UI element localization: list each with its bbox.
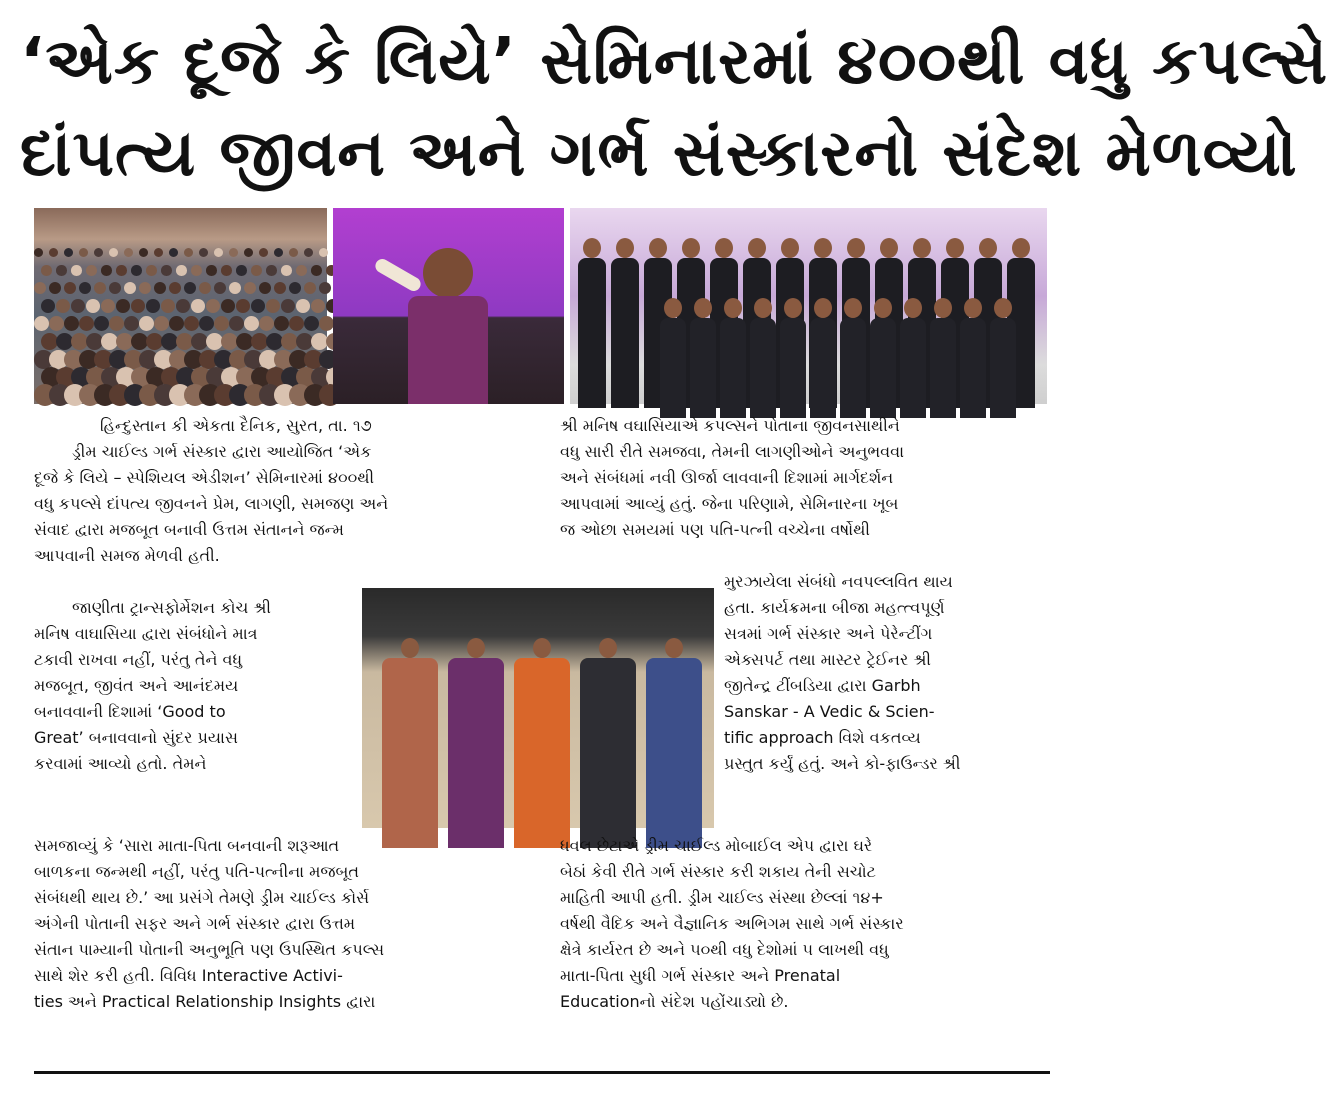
right-column-line: શ્રી મનિષ વઘાસિયાએ કપલ્સને પોતાના જીવનસાથીને bbox=[560, 416, 900, 435]
team-member-front-body bbox=[720, 318, 746, 418]
audience-member bbox=[199, 316, 214, 331]
audience-member bbox=[274, 282, 286, 294]
audience-member bbox=[289, 282, 301, 294]
audience-member bbox=[214, 316, 229, 331]
right-column-line: અને સંબંધમાં નવી ઊર્જા લાવવાની દિશામાં માર્ગદર્શન bbox=[560, 468, 894, 487]
audience-member bbox=[319, 282, 331, 294]
audience-member bbox=[34, 316, 49, 331]
team-member-front-body bbox=[900, 318, 926, 418]
team-member-front-head bbox=[694, 298, 712, 318]
leader-head bbox=[665, 638, 683, 658]
team-member-front-body bbox=[870, 318, 896, 418]
audience-member bbox=[116, 265, 127, 276]
team-member-front-head bbox=[994, 298, 1012, 318]
audience-member bbox=[259, 248, 268, 257]
right-column-line: હતા. કાર્યક્રમના બીજા મહત્ત્વપૂર્ણ bbox=[724, 598, 945, 617]
audience-member bbox=[251, 265, 262, 276]
team-member-back-head bbox=[814, 238, 832, 258]
audience-member bbox=[101, 299, 115, 313]
audience-member bbox=[79, 282, 91, 294]
audience-member bbox=[94, 248, 103, 257]
leader-body bbox=[382, 658, 438, 848]
speaker-photo bbox=[333, 208, 564, 404]
right-column-line: વધુ સારી રીતે સમજવા, તેમની લાગણીઓને અનુભવવા bbox=[560, 442, 904, 461]
audience-member bbox=[259, 282, 271, 294]
left-column-line: જાણીતા ટ્રાન્સફોર્મેશન કોચ શ્રી bbox=[72, 598, 271, 617]
audience-member bbox=[199, 248, 208, 257]
audience-member bbox=[64, 282, 76, 294]
audience-member bbox=[236, 299, 250, 313]
audience-member bbox=[71, 299, 85, 313]
team-member-front-head bbox=[874, 298, 892, 318]
team-member-front-body bbox=[840, 318, 866, 418]
team-member-back-head bbox=[616, 238, 634, 258]
audience-member bbox=[281, 299, 295, 313]
left-column-line: બનાવવાની દિશામાં ‘Good to bbox=[34, 702, 226, 721]
leader-body bbox=[646, 658, 702, 848]
team-member-back-head bbox=[781, 238, 799, 258]
leader-body bbox=[448, 658, 504, 848]
left-column-line: કરવામાં આવ્યો હતો. તેમને bbox=[34, 754, 207, 773]
audience-member bbox=[266, 265, 277, 276]
audience-member bbox=[71, 265, 82, 276]
right-column-line: આપવામાં આવ્યું હતું. જેના પરિણામે, સેમિનારના ખૂબ bbox=[560, 494, 899, 513]
left-column-line: ટકાવી રાખવા નહીં, પરંતુ તેને વધુ bbox=[34, 650, 243, 669]
audience-member bbox=[41, 265, 52, 276]
leader-head bbox=[467, 638, 485, 658]
audience-member bbox=[244, 316, 259, 331]
audience-member bbox=[184, 248, 193, 257]
audience-member bbox=[109, 316, 124, 331]
audience-member bbox=[304, 282, 316, 294]
audience-member bbox=[94, 282, 106, 294]
audience-member bbox=[296, 299, 310, 313]
leaders-group-photo bbox=[362, 588, 714, 828]
audience-member bbox=[221, 265, 232, 276]
team-member-back-head bbox=[682, 238, 700, 258]
audience-member bbox=[124, 316, 139, 331]
team-member-back-head bbox=[649, 238, 667, 258]
team-member-front-body bbox=[930, 318, 956, 418]
audience-member bbox=[311, 265, 322, 276]
headline-line-2: દાંપત્ય જીવન અને ગર્ભ સંસ્કારનો સંદેશ મેળવ્યો bbox=[20, 117, 1298, 191]
team-member-front-body bbox=[660, 318, 686, 418]
leader-head bbox=[401, 638, 419, 658]
audience-member bbox=[229, 316, 244, 331]
audience-member bbox=[304, 248, 313, 257]
audience-member bbox=[319, 248, 328, 257]
audience-member bbox=[56, 265, 67, 276]
left-column-line: મજબૂત, જીવંત અને આનંદમય bbox=[34, 676, 239, 695]
leader-head bbox=[533, 638, 551, 658]
left-column-line: મનિષ વાઘાસિયા દ્વારા સંબંધોને માત્ર bbox=[34, 624, 258, 643]
audience-member bbox=[139, 316, 154, 331]
left-column-line: સંબંધથી થાય છે.’ આ પ્રસંગે તેમણે ડ્રીમ ચાઈલ્ડ કોર્સ bbox=[34, 888, 370, 907]
team-member-back-head bbox=[946, 238, 964, 258]
audience-member bbox=[79, 248, 88, 257]
left-column-line: હિન્દુસ્તાન કી એકતા દૈનિક, સુરત, તા. ૧૭ bbox=[100, 416, 372, 435]
audience-member bbox=[229, 248, 238, 257]
left-column-line: બાળકના જન્મથી નહીં, પરંતુ પતિ-પત્નીના મજબૂત bbox=[34, 862, 360, 881]
audience-member bbox=[274, 248, 283, 257]
audience-member bbox=[124, 248, 133, 257]
left-column-line: આપવાની સમજ મેળવી હતી. bbox=[34, 546, 220, 565]
team-member-front-head bbox=[964, 298, 982, 318]
audience-member bbox=[289, 248, 298, 257]
leader-body bbox=[514, 658, 570, 848]
right-column-line: એક્સપર્ટ તથા માસ્ટર ટ્રેઈનર શ્રી bbox=[724, 650, 931, 669]
audience-member bbox=[184, 316, 199, 331]
team-member-front-head bbox=[724, 298, 742, 318]
audience-member bbox=[169, 316, 184, 331]
audience-member bbox=[49, 316, 64, 331]
audience-member bbox=[266, 299, 280, 313]
team-member-front-body bbox=[960, 318, 986, 418]
audience-member bbox=[146, 299, 160, 313]
audience-member bbox=[289, 316, 304, 331]
team-member-front-head bbox=[814, 298, 832, 318]
right-column-line: વર્ષથી વૈદિક અને વૈજ્ઞાનિક અભિગમ સાથે ગર્ભ સંસ્કાર bbox=[560, 914, 904, 933]
right-column-line: Sanskar - A Vedic & Scien- bbox=[724, 702, 935, 721]
team-member-back-head bbox=[1012, 238, 1030, 258]
audience-member bbox=[79, 316, 94, 331]
audience-member bbox=[221, 299, 235, 313]
audience-member bbox=[274, 316, 289, 331]
audience-member bbox=[154, 316, 169, 331]
audience-member bbox=[64, 248, 73, 257]
right-column-line: સત્રમાં ગર્ભ સંસ્કાર અને પેરેન્ટીંગ bbox=[724, 624, 933, 643]
team-member-front-head bbox=[664, 298, 682, 318]
audience-member bbox=[34, 282, 46, 294]
team-group-photo bbox=[570, 208, 1047, 404]
audience-member bbox=[244, 282, 256, 294]
audience-member bbox=[124, 282, 136, 294]
audience-member bbox=[86, 299, 100, 313]
bottom-rule bbox=[34, 1071, 1050, 1074]
team-member-back-head bbox=[748, 238, 766, 258]
audience-member bbox=[49, 248, 58, 257]
audience-member bbox=[94, 316, 109, 331]
team-member-back-head bbox=[880, 238, 898, 258]
left-column-line: દૂજે કે લિયે – સ્પેશિયલ એડીશન’ સેમિનારમાં ૪૦૦થી bbox=[34, 468, 375, 487]
team-member-front-body bbox=[690, 318, 716, 418]
audience-member bbox=[131, 299, 145, 313]
audience-member bbox=[214, 248, 223, 257]
audience-member bbox=[199, 282, 211, 294]
audience-photo bbox=[34, 208, 327, 404]
audience-member bbox=[49, 282, 61, 294]
left-column-line: સાથે શેર કરી હતી. વિવિધ Interactive Activi- bbox=[34, 966, 343, 985]
right-column-line: માહિતી આપી હતી. ડ્રીમ ચાઈલ્ડ સંસ્થા છેલ્લાં ૧૪+ bbox=[560, 888, 884, 907]
leader-body bbox=[580, 658, 636, 848]
audience-member bbox=[191, 299, 205, 313]
team-member-front-head bbox=[934, 298, 952, 318]
audience-member bbox=[154, 282, 166, 294]
left-column-line: અંગેની પોતાની સફર અને ગર્ભ સંસ્કાર દ્વારા ઉત્તમ bbox=[34, 914, 356, 933]
audience-member bbox=[176, 299, 190, 313]
right-column-line: જીતેન્દ્ર ટીંબડિયા દ્વારા Garbh bbox=[724, 676, 921, 695]
audience-member bbox=[146, 265, 157, 276]
audience-member bbox=[109, 282, 121, 294]
audience-member bbox=[251, 299, 265, 313]
audience-member bbox=[206, 265, 217, 276]
right-column-line: tific approach વિશે વકતવ્ય bbox=[724, 728, 921, 747]
audience-member bbox=[191, 265, 202, 276]
audience-member bbox=[139, 282, 151, 294]
right-column-line: પ્રસ્તુત કર્યું હતું. અને કો-ફાઉન્ડર શ્રી bbox=[724, 754, 961, 773]
left-column-line: ડ્રીમ ચાઈલ્ડ ગર્ભ સંસ્કાર દ્વારા આયોજિત ‘એક bbox=[72, 442, 372, 461]
audience-member bbox=[131, 265, 142, 276]
audience-member bbox=[214, 282, 226, 294]
audience-member bbox=[161, 299, 175, 313]
leader-head bbox=[599, 638, 617, 658]
team-member-back-head bbox=[979, 238, 997, 258]
left-column-line: સમજાવ્યું કે ‘સારા માતા-પિતા બનવાની શરૂઆત bbox=[34, 836, 340, 855]
team-member-front-body bbox=[750, 318, 776, 418]
audience-member bbox=[109, 248, 118, 257]
team-member-back-head bbox=[847, 238, 865, 258]
team-member-back-body bbox=[578, 258, 606, 408]
right-column-line: Educationનો સંદેશ પહોંચાડ્યો છે. bbox=[560, 992, 789, 1011]
audience-member bbox=[154, 248, 163, 257]
team-member-front-head bbox=[844, 298, 862, 318]
team-member-front-body bbox=[990, 318, 1016, 418]
audience-member bbox=[296, 265, 307, 276]
audience-member bbox=[169, 248, 178, 257]
team-member-front-head bbox=[784, 298, 802, 318]
audience-member bbox=[236, 265, 247, 276]
team-member-front-body bbox=[810, 318, 836, 418]
team-member-front-body bbox=[780, 318, 806, 418]
speaker-vest bbox=[408, 296, 488, 404]
audience-member bbox=[86, 265, 97, 276]
right-column-line: જ ઓછા સમયમાં પણ પતિ-પત્ની વચ્ચેના વર્ષોથી bbox=[560, 520, 870, 539]
team-member-back-head bbox=[715, 238, 733, 258]
team-member-back-head bbox=[583, 238, 601, 258]
right-column-line: ક્ષેત્રે કાર્યરત છે અને ૫૦થી વધુ દેશોમાં ૫ લાખથી વધુ bbox=[560, 940, 889, 959]
audience-member bbox=[206, 299, 220, 313]
audience-member bbox=[229, 282, 241, 294]
audience-member bbox=[161, 265, 172, 276]
speaker-arm bbox=[373, 256, 423, 293]
audience-member bbox=[139, 248, 148, 257]
right-column-line: બેઠાં કેવી રીતે ગર્ભ સંસ્કાર કરી શકાય તેની સચોટ bbox=[560, 862, 876, 881]
audience-member bbox=[41, 299, 55, 313]
audience-member bbox=[116, 299, 130, 313]
left-column-line: સંતાન પામ્યાની પોતાની અનુભૂતિ પણ ઉપસ્થિત કપલ્સ bbox=[34, 940, 385, 959]
left-column-line: વધુ કપલ્સે દાંપત્ય જીવનને પ્રેમ, લાગણી, સમજણ અને bbox=[34, 494, 389, 513]
audience-member bbox=[259, 316, 274, 331]
audience-member bbox=[311, 299, 325, 313]
audience-member bbox=[304, 316, 319, 331]
audience-member bbox=[34, 248, 43, 257]
left-column-line: ties અને Practical Relationship Insights દ્વારા bbox=[34, 992, 376, 1011]
team-member-back-body bbox=[611, 258, 639, 408]
audience-member bbox=[64, 316, 79, 331]
right-column-line: માતા-પિતા સુધી ગર્ભ સંસ્કાર અને Prenatal bbox=[560, 966, 841, 985]
audience-member bbox=[176, 265, 187, 276]
audience-member bbox=[56, 299, 70, 313]
left-column-line: સંવાદ દ્વારા મજબૂત બનાવી ઉત્તમ સંતાનને જન્મ bbox=[34, 520, 344, 539]
team-member-back-head bbox=[913, 238, 931, 258]
audience-member bbox=[281, 265, 292, 276]
audience-member bbox=[244, 248, 253, 257]
team-member-front-head bbox=[904, 298, 922, 318]
right-column-line: ધવલ છેટાએ ડ્રીમ ચાઈલ્ડ મોબાઈલ એપ દ્વારા ઘરે bbox=[560, 836, 873, 855]
headline-line-1: ‘એક દૂજે કે લિયે’ સેમિનારમાં ૪૦૦થી વધુ કપલ્સે bbox=[20, 25, 1328, 99]
right-column-line: મુરઝાયેલા સંબંધો નવપલ્લવિત થાય bbox=[724, 572, 953, 591]
audience-member bbox=[184, 282, 196, 294]
audience-member bbox=[169, 282, 181, 294]
audience-member bbox=[101, 265, 112, 276]
team-member-front-head bbox=[754, 298, 772, 318]
left-column-line: Great’ બનાવવાનો સુંદર પ્રયાસ bbox=[34, 728, 238, 747]
speaker-figure bbox=[423, 248, 473, 298]
